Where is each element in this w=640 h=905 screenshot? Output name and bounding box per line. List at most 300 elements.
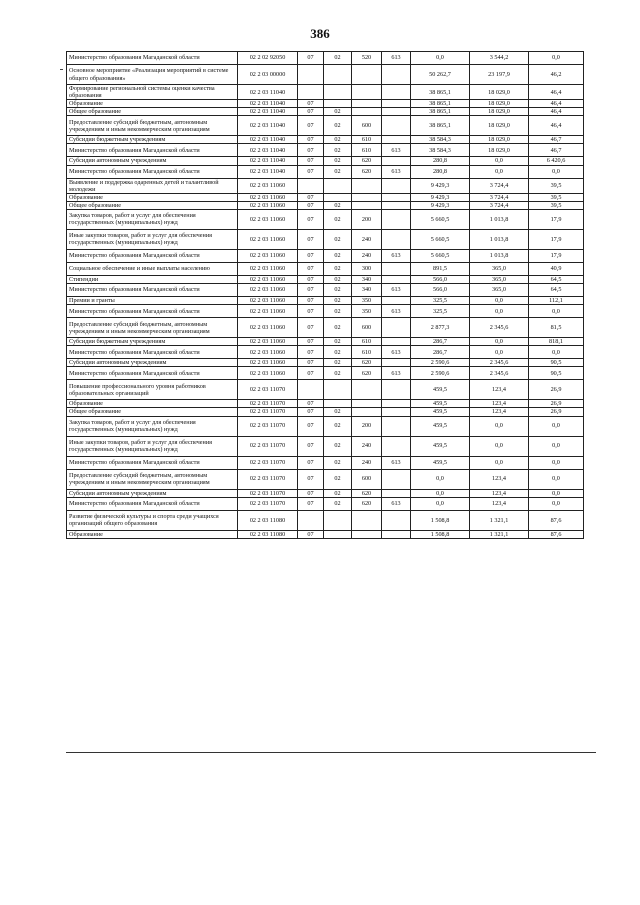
row-amount-1: 5 660,5 bbox=[411, 229, 470, 249]
row-department: 613 bbox=[382, 497, 411, 510]
table-row bbox=[67, 284, 584, 297]
row-csr-code: 02 2 03 11070 bbox=[238, 380, 298, 400]
row-amount-1: 5 660,5 bbox=[411, 209, 470, 229]
row-expense-type: 340 bbox=[352, 275, 382, 283]
row-name: Субсидии бюджетным учреждениям bbox=[67, 136, 238, 144]
table-row bbox=[67, 193, 584, 201]
row-name: Формирование региональной системы оценки качества образования bbox=[67, 85, 238, 100]
row-section: 07 bbox=[298, 359, 324, 367]
row-expense-type: 520 bbox=[352, 52, 382, 65]
row-subsection bbox=[324, 510, 352, 530]
row-section: 07 bbox=[298, 275, 324, 283]
table-row bbox=[67, 209, 584, 229]
row-subsection bbox=[324, 530, 352, 538]
row-csr-code: 02 2 03 11060 bbox=[238, 275, 298, 283]
row-section: 07 bbox=[298, 108, 324, 116]
row-name: Министерство образования Магаданской области bbox=[67, 456, 238, 469]
row-section: 07 bbox=[298, 136, 324, 144]
row-subsection: 02 bbox=[324, 456, 352, 469]
row-department bbox=[382, 275, 411, 283]
row-percent: 0,0 bbox=[529, 456, 584, 469]
row-section: 07 bbox=[298, 209, 324, 229]
row-expense-type: 610 bbox=[352, 338, 382, 346]
row-subsection bbox=[324, 380, 352, 400]
row-department bbox=[382, 318, 411, 338]
row-section: 07 bbox=[298, 400, 324, 408]
row-department bbox=[382, 469, 411, 489]
table-row bbox=[67, 346, 584, 359]
row-percent: 818,1 bbox=[529, 338, 584, 346]
row-percent: 87,6 bbox=[529, 510, 584, 530]
row-amount-2: 1 013,8 bbox=[470, 209, 529, 229]
row-csr-code: 02 2 03 11060 bbox=[238, 201, 298, 209]
row-section: 07 bbox=[298, 367, 324, 380]
row-expense-type bbox=[352, 400, 382, 408]
row-percent: 17,9 bbox=[529, 209, 584, 229]
row-name: Образование bbox=[67, 400, 238, 408]
row-percent: 64,5 bbox=[529, 275, 584, 283]
table-row bbox=[67, 100, 584, 108]
page-number: 386 bbox=[310, 26, 330, 41]
row-name: Предоставление субсидий бюджетным, автономным учреждениям и иным некоммерческим организациям bbox=[67, 318, 238, 338]
table-row bbox=[67, 318, 584, 338]
row-amount-2: 18 029,0 bbox=[470, 136, 529, 144]
row-amount-1: 0,0 bbox=[411, 52, 470, 65]
row-department bbox=[382, 157, 411, 165]
row-csr-code: 02 2 03 11070 bbox=[238, 400, 298, 408]
row-name: Общее образование bbox=[67, 201, 238, 209]
row-csr-code: 02 2 03 11040 bbox=[238, 100, 298, 108]
row-department: 613 bbox=[382, 367, 411, 380]
row-amount-1: 459,5 bbox=[411, 380, 470, 400]
table-row bbox=[67, 297, 584, 305]
row-department bbox=[382, 436, 411, 456]
row-amount-2: 0,0 bbox=[470, 456, 529, 469]
row-percent: 40,9 bbox=[529, 262, 584, 275]
row-name: Предоставление субсидий бюджетным, автономным учреждениям и иным некоммерческим организациям bbox=[67, 469, 238, 489]
row-amount-1: 1 508,8 bbox=[411, 510, 470, 530]
row-section: 07 bbox=[298, 338, 324, 346]
row-amount-2: 123,4 bbox=[470, 380, 529, 400]
row-department bbox=[382, 108, 411, 116]
row-amount-2: 0,0 bbox=[470, 157, 529, 165]
row-name: Министерство образования Магаданской области bbox=[67, 305, 238, 318]
row-department bbox=[382, 116, 411, 136]
table-row bbox=[67, 65, 584, 85]
row-percent: 26,9 bbox=[529, 400, 584, 408]
row-amount-2: 3 724,4 bbox=[470, 201, 529, 209]
row-department bbox=[382, 100, 411, 108]
row-amount-1: 280,8 bbox=[411, 157, 470, 165]
row-name: Министерство образования Магаданской области bbox=[67, 284, 238, 297]
row-subsection bbox=[324, 178, 352, 193]
table-row bbox=[67, 305, 584, 318]
row-amount-2: 0,0 bbox=[470, 346, 529, 359]
row-section: 07 bbox=[298, 262, 324, 275]
row-subsection: 02 bbox=[324, 367, 352, 380]
row-department bbox=[382, 400, 411, 408]
row-expense-type: 240 bbox=[352, 229, 382, 249]
row-section: 07 bbox=[298, 346, 324, 359]
row-subsection: 02 bbox=[324, 201, 352, 209]
row-subsection bbox=[324, 193, 352, 201]
row-expense-type: 600 bbox=[352, 318, 382, 338]
row-amount-1: 38 865,1 bbox=[411, 100, 470, 108]
row-section: 07 bbox=[298, 165, 324, 178]
row-department: 613 bbox=[382, 284, 411, 297]
row-percent: 39,5 bbox=[529, 193, 584, 201]
table-row bbox=[67, 165, 584, 178]
row-department bbox=[382, 359, 411, 367]
row-subsection: 02 bbox=[324, 338, 352, 346]
row-name: Министерство образования Магаданской области bbox=[67, 165, 238, 178]
row-csr-code: 02 2 03 11040 bbox=[238, 116, 298, 136]
row-expense-type bbox=[352, 510, 382, 530]
table-row bbox=[67, 456, 584, 469]
row-amount-1: 2 590,6 bbox=[411, 359, 470, 367]
row-percent: 17,9 bbox=[529, 229, 584, 249]
row-name: Образование bbox=[67, 100, 238, 108]
row-section: 07 bbox=[298, 297, 324, 305]
table-row bbox=[67, 416, 584, 436]
row-expense-type: 200 bbox=[352, 209, 382, 229]
row-percent: 6 420,6 bbox=[529, 157, 584, 165]
row-subsection: 02 bbox=[324, 359, 352, 367]
row-amount-2: 123,4 bbox=[470, 408, 529, 416]
row-expense-type: 350 bbox=[352, 305, 382, 318]
row-expense-type: 620 bbox=[352, 367, 382, 380]
row-amount-1: 286,7 bbox=[411, 338, 470, 346]
row-percent: 46,4 bbox=[529, 85, 584, 100]
row-expense-type: 350 bbox=[352, 297, 382, 305]
row-csr-code: 02 2 03 11060 bbox=[238, 359, 298, 367]
row-section: 07 bbox=[298, 408, 324, 416]
row-name: Министерство образования Магаданской области bbox=[67, 367, 238, 380]
row-department bbox=[382, 262, 411, 275]
table-row bbox=[67, 157, 584, 165]
table-row bbox=[67, 367, 584, 380]
row-amount-2: 18 029,0 bbox=[470, 108, 529, 116]
row-name: Иные закупки товаров, работ и услуг для обеспечения государственных (муниципальных) нужд bbox=[67, 229, 238, 249]
row-csr-code: 02 2 03 11040 bbox=[238, 157, 298, 165]
row-amount-2: 0,0 bbox=[470, 338, 529, 346]
row-amount-2: 1 013,8 bbox=[470, 249, 529, 262]
row-expense-type: 240 bbox=[352, 436, 382, 456]
bottom-rule bbox=[66, 752, 596, 753]
row-amount-1: 0,0 bbox=[411, 489, 470, 497]
row-section: 07 bbox=[298, 229, 324, 249]
row-expense-type: 200 bbox=[352, 416, 382, 436]
row-subsection: 02 bbox=[324, 165, 352, 178]
row-amount-2: 123,4 bbox=[470, 489, 529, 497]
row-csr-code: 02 2 03 11060 bbox=[238, 297, 298, 305]
row-csr-code: 02 2 03 11060 bbox=[238, 193, 298, 201]
row-section: 07 bbox=[298, 436, 324, 456]
row-section: 07 bbox=[298, 489, 324, 497]
row-amount-2: 0,0 bbox=[470, 305, 529, 318]
row-expense-type: 610 bbox=[352, 144, 382, 157]
row-name: Субсидии автономным учреждениям bbox=[67, 157, 238, 165]
row-department bbox=[382, 136, 411, 144]
row-csr-code: 02 2 03 11060 bbox=[238, 249, 298, 262]
table-row bbox=[67, 469, 584, 489]
row-percent: 0,0 bbox=[529, 52, 584, 65]
row-section: 07 bbox=[298, 100, 324, 108]
row-name: Образование bbox=[67, 530, 238, 538]
row-amount-1: 38 584,3 bbox=[411, 144, 470, 157]
row-amount-2: 1 013,8 bbox=[470, 229, 529, 249]
row-csr-code: 02 2 03 11060 bbox=[238, 367, 298, 380]
table-row bbox=[67, 380, 584, 400]
table-row bbox=[67, 116, 584, 136]
row-name: Общее образование bbox=[67, 108, 238, 116]
table-row bbox=[67, 436, 584, 456]
row-name: Предоставление субсидий бюджетным, автономным учреждениям и иным некоммерческим организациям bbox=[67, 116, 238, 136]
row-section: 07 bbox=[298, 249, 324, 262]
row-csr-code: 02 2 03 11070 bbox=[238, 416, 298, 436]
row-amount-2: 1 321,1 bbox=[470, 530, 529, 538]
row-percent: 0,0 bbox=[529, 305, 584, 318]
row-amount-1: 38 865,1 bbox=[411, 108, 470, 116]
row-section bbox=[298, 510, 324, 530]
row-amount-2: 18 029,0 bbox=[470, 144, 529, 157]
row-department: 613 bbox=[382, 305, 411, 318]
table-row bbox=[67, 249, 584, 262]
row-csr-code: 02 2 03 11040 bbox=[238, 108, 298, 116]
row-amount-1: 566,0 bbox=[411, 275, 470, 283]
row-name: Иные закупки товаров, работ и услуг для обеспечения государственных (муниципальных) нужд bbox=[67, 436, 238, 456]
row-subsection: 02 bbox=[324, 249, 352, 262]
row-expense-type: 620 bbox=[352, 359, 382, 367]
row-subsection bbox=[324, 100, 352, 108]
row-name: Субсидии бюджетным учреждениям bbox=[67, 338, 238, 346]
row-expense-type bbox=[352, 201, 382, 209]
row-amount-1: 891,5 bbox=[411, 262, 470, 275]
row-csr-code: 02 2 03 11060 bbox=[238, 346, 298, 359]
row-expense-type bbox=[352, 178, 382, 193]
row-amount-2: 2 345,6 bbox=[470, 367, 529, 380]
row-name: Выявление и поддержка одаренных детей и талантливой молодежи bbox=[67, 178, 238, 193]
row-subsection: 02 bbox=[324, 436, 352, 456]
row-subsection: 02 bbox=[324, 157, 352, 165]
row-expense-type bbox=[352, 108, 382, 116]
row-department bbox=[382, 510, 411, 530]
row-department bbox=[382, 229, 411, 249]
row-amount-1: 38 865,1 bbox=[411, 85, 470, 100]
row-subsection bbox=[324, 65, 352, 85]
row-csr-code: 02 2 03 11070 bbox=[238, 456, 298, 469]
table-row bbox=[67, 201, 584, 209]
row-amount-1: 9 429,3 bbox=[411, 193, 470, 201]
row-amount-2: 365,0 bbox=[470, 275, 529, 283]
row-amount-1: 459,5 bbox=[411, 400, 470, 408]
row-section bbox=[298, 380, 324, 400]
row-amount-2: 18 029,0 bbox=[470, 116, 529, 136]
row-amount-2: 365,0 bbox=[470, 284, 529, 297]
row-amount-2: 23 197,9 bbox=[470, 65, 529, 85]
margin-mark bbox=[60, 69, 63, 70]
row-amount-2: 18 029,0 bbox=[470, 85, 529, 100]
row-section: 07 bbox=[298, 201, 324, 209]
row-csr-code: 02 2 03 11070 bbox=[238, 489, 298, 497]
row-csr-code: 02 2 03 11060 bbox=[238, 178, 298, 193]
row-amount-2: 365,0 bbox=[470, 262, 529, 275]
row-expense-type bbox=[352, 65, 382, 85]
row-name: Закупка товаров, работ и услуг для обеспечения государственных (муниципальных) нужд bbox=[67, 209, 238, 229]
row-amount-1: 325,5 bbox=[411, 305, 470, 318]
row-amount-1: 459,5 bbox=[411, 416, 470, 436]
row-percent: 17,9 bbox=[529, 249, 584, 262]
row-percent: 39,5 bbox=[529, 201, 584, 209]
row-subsection: 02 bbox=[324, 416, 352, 436]
row-expense-type: 240 bbox=[352, 456, 382, 469]
row-department bbox=[382, 65, 411, 85]
row-expense-type: 620 bbox=[352, 489, 382, 497]
table-row bbox=[67, 359, 584, 367]
row-subsection: 02 bbox=[324, 297, 352, 305]
row-department bbox=[382, 297, 411, 305]
row-expense-type: 620 bbox=[352, 497, 382, 510]
row-amount-2: 2 345,6 bbox=[470, 318, 529, 338]
row-amount-2: 123,4 bbox=[470, 497, 529, 510]
row-subsection: 02 bbox=[324, 52, 352, 65]
table-row bbox=[67, 400, 584, 408]
row-amount-1: 2 877,3 bbox=[411, 318, 470, 338]
row-amount-2: 123,4 bbox=[470, 469, 529, 489]
row-amount-2: 3 724,4 bbox=[470, 178, 529, 193]
row-section: 07 bbox=[298, 497, 324, 510]
row-department bbox=[382, 338, 411, 346]
row-section: 07 bbox=[298, 284, 324, 297]
row-csr-code: 02 2 03 11040 bbox=[238, 85, 298, 100]
row-percent: 46,4 bbox=[529, 116, 584, 136]
row-amount-1: 0,0 bbox=[411, 469, 470, 489]
row-department bbox=[382, 178, 411, 193]
row-percent: 90,5 bbox=[529, 359, 584, 367]
row-name: Министерство образования Магаданской области bbox=[67, 346, 238, 359]
row-subsection bbox=[324, 85, 352, 100]
row-department: 613 bbox=[382, 346, 411, 359]
row-percent: 112,1 bbox=[529, 297, 584, 305]
row-subsection bbox=[324, 400, 352, 408]
row-amount-1: 1 508,8 bbox=[411, 530, 470, 538]
row-subsection: 02 bbox=[324, 469, 352, 489]
row-amount-1: 38 865,1 bbox=[411, 116, 470, 136]
table-row bbox=[67, 52, 584, 65]
row-subsection: 02 bbox=[324, 408, 352, 416]
row-percent: 46,4 bbox=[529, 100, 584, 108]
row-section: 07 bbox=[298, 144, 324, 157]
row-department bbox=[382, 408, 411, 416]
row-csr-code: 02 2 03 11060 bbox=[238, 305, 298, 318]
row-amount-2: 0,0 bbox=[470, 297, 529, 305]
row-name: Общее образование bbox=[67, 408, 238, 416]
row-department bbox=[382, 85, 411, 100]
row-amount-1: 5 660,5 bbox=[411, 249, 470, 262]
row-section: 07 bbox=[298, 193, 324, 201]
row-subsection: 02 bbox=[324, 489, 352, 497]
row-subsection: 02 bbox=[324, 116, 352, 136]
budget-table bbox=[66, 51, 584, 539]
row-csr-code: 02 2 03 11060 bbox=[238, 318, 298, 338]
row-subsection: 02 bbox=[324, 284, 352, 297]
row-percent: 0,0 bbox=[529, 497, 584, 510]
row-amount-1: 325,5 bbox=[411, 297, 470, 305]
table-row bbox=[67, 489, 584, 497]
row-percent: 46,7 bbox=[529, 136, 584, 144]
row-percent: 26,9 bbox=[529, 380, 584, 400]
row-amount-2: 123,4 bbox=[470, 400, 529, 408]
row-expense-type bbox=[352, 85, 382, 100]
row-percent: 0,0 bbox=[529, 346, 584, 359]
row-percent: 26,9 bbox=[529, 408, 584, 416]
row-subsection: 02 bbox=[324, 318, 352, 338]
row-percent: 81,5 bbox=[529, 318, 584, 338]
row-percent: 0,0 bbox=[529, 416, 584, 436]
row-amount-2: 0,0 bbox=[470, 165, 529, 178]
table-row bbox=[67, 510, 584, 530]
row-department bbox=[382, 209, 411, 229]
row-section: 07 bbox=[298, 530, 324, 538]
row-expense-type: 340 bbox=[352, 284, 382, 297]
row-subsection: 02 bbox=[324, 262, 352, 275]
row-name: Повышение профессионального уровня работников образовательных организаций bbox=[67, 380, 238, 400]
row-subsection: 02 bbox=[324, 305, 352, 318]
table-row bbox=[67, 275, 584, 283]
row-expense-type bbox=[352, 530, 382, 538]
row-percent: 0,0 bbox=[529, 165, 584, 178]
row-department bbox=[382, 489, 411, 497]
row-percent: 64,5 bbox=[529, 284, 584, 297]
row-csr-code: 02 2 03 11080 bbox=[238, 530, 298, 538]
row-section bbox=[298, 65, 324, 85]
row-section bbox=[298, 85, 324, 100]
table-row bbox=[67, 229, 584, 249]
row-amount-2: 0,0 bbox=[470, 416, 529, 436]
row-department bbox=[382, 416, 411, 436]
row-subsection: 02 bbox=[324, 144, 352, 157]
row-section: 07 bbox=[298, 52, 324, 65]
row-expense-type: 240 bbox=[352, 249, 382, 262]
row-amount-1: 9 429,3 bbox=[411, 201, 470, 209]
row-amount-1: 459,5 bbox=[411, 456, 470, 469]
row-name: Основное мероприятие «Реализация мероприятий в системе общего образования» bbox=[67, 65, 238, 85]
row-csr-code: 02 2 03 11060 bbox=[238, 284, 298, 297]
table-row bbox=[67, 85, 584, 100]
row-amount-2: 1 321,1 bbox=[470, 510, 529, 530]
row-department bbox=[382, 201, 411, 209]
row-csr-code: 02 2 03 00000 bbox=[238, 65, 298, 85]
row-amount-1: 566,0 bbox=[411, 284, 470, 297]
row-section: 07 bbox=[298, 469, 324, 489]
row-amount-1: 459,5 bbox=[411, 436, 470, 456]
row-amount-1: 286,7 bbox=[411, 346, 470, 359]
row-name: Социальное обеспечение и иные выплаты населению bbox=[67, 262, 238, 275]
table-row bbox=[67, 144, 584, 157]
table-row bbox=[67, 108, 584, 116]
table-body bbox=[67, 52, 584, 539]
row-amount-2: 2 345,6 bbox=[470, 359, 529, 367]
row-amount-2: 18 029,0 bbox=[470, 100, 529, 108]
row-section: 07 bbox=[298, 456, 324, 469]
row-csr-code: 02 2 03 11060 bbox=[238, 209, 298, 229]
row-percent: 0,0 bbox=[529, 469, 584, 489]
row-expense-type: 610 bbox=[352, 136, 382, 144]
row-section bbox=[298, 178, 324, 193]
row-csr-code: 02 2 03 11070 bbox=[238, 408, 298, 416]
row-name: Стипендии bbox=[67, 275, 238, 283]
row-subsection: 02 bbox=[324, 136, 352, 144]
